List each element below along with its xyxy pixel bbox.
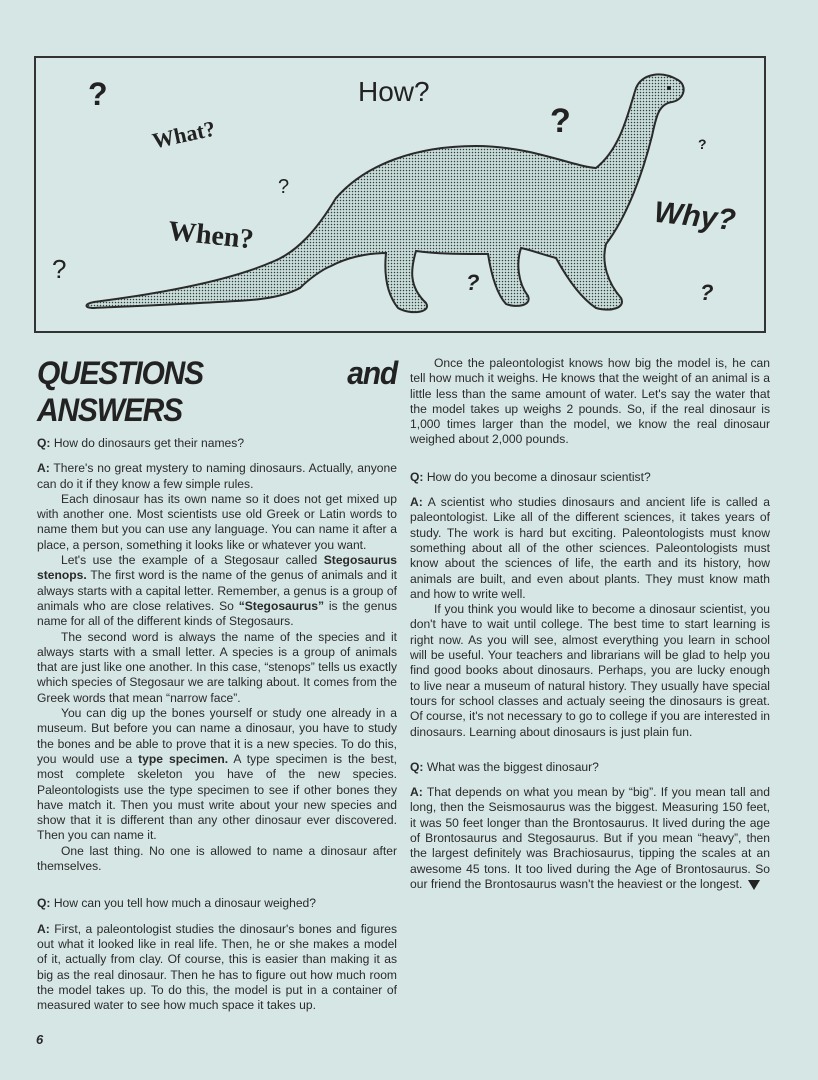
answer-1-p2: Each dinosaur has its own name so it does not get mixed up with another one. Most scientists use old Greek or Latin words to name them but you can use any language. You can name it after a place, a person, something it looks like or whatever you want. [37,491,397,552]
question-mark-icon: ? [466,270,480,295]
question-4: Q: What was the biggest dinosaur? [410,759,599,774]
question-3: Q: How do you become a dinosaur scientist? [410,469,651,484]
answer-2-p1: A: First, a paleontologist studies the dinosaur's bones and figures out what it looked like in real life. Then, he or she makes a model of it, actually from clay. Of course, this is easier than making it as big as the real dinosaur. Then he has to figure out how much room the model takes up. To do this, the model is put in a container of measured water to see how much space it takes up. [37,921,397,1013]
question-1: Q: How do dinosaurs get their names? [37,436,245,450]
spacer [410,448,770,470]
page-number: 6 [36,1032,44,1047]
spacer [37,874,397,896]
right-column [410,356,770,892]
down-triangle-icon [748,880,760,890]
question-mark-icon: ? [698,136,707,152]
answer-1-p6: One last thing. No one is allowed to name a dinosaur after themselves. [37,843,397,874]
question-mark-icon: ? [88,76,108,112]
spacer [410,740,770,760]
question-2: Q: How can you tell how much a dinosaur weighed? [37,896,316,911]
page-title: QUESTIONS and ANSWERS [37,356,397,429]
when-word: When? [166,215,256,256]
how-word: How? [358,76,430,107]
answer-1-p3: Let's use the example of a Stegosaur called Stegosaurus stenops. The first word is the name of the genus of animals and it always starts with a capital letter. Remember, a genus is a group of animals who are close relatives. So “Stegosaurus” is the genus name for all of the different kinds of Stegosaurs. [37,553,398,629]
answer-2-p2: Once the paleontologist knows how big the model is, he can tell how much it weighs. He knows that the weight of an animal is a little less than the same amount of water. Let's say the water that the model takes up weighs 2 pounds. So, if the real dinosaur is 1,000 times larger than the model, we know the real dinosaur weighed about 2,000 pounds. [410,356,770,447]
question-mark-icon: ? [550,102,571,140]
question-mark-icon: ? [700,280,714,305]
why-word: Why? [652,195,738,238]
answer-1-p4: The second word is always the name of the species and it always starts with a small letter. A species is a group of animals that are just like one another. In this case, “stenops” tells us exactly which species of Stegosaur we are talking about. It comes from the Greek words that mean “narrow face”. [37,629,397,705]
question-mark-icon: ? [278,176,290,198]
question-mark-icon: ? [52,254,67,284]
dinosaur-illustration [34,56,766,333]
left-column [37,356,397,1013]
answer-1-p1: A: There's no great mystery to naming dinosaurs. Actually, anyone can do it if they know a few simple rules. [37,461,397,491]
what-word: What? [149,115,218,154]
answer-3-p2: If you think you would like to become a dinosaur scientist, you don't have to wait until college. The best time to start learning is right now. As you will see, almost everything you learn in school will be useful. Your teachers and librarians will be glad to help you find good books about dinosaurs. Perhaps, you are lucky enough to live near a museum of natural history. They usually have special tours for school classes and actualy seeing the dinosaurs is great. Of course, it's not necessary to go to college if you are interested in dinosaurs. Learning about dinosaurs is just plain fun. [410,602,770,739]
answer-3-p1: A: A scientist who studies dinosaurs and ancient life is called a paleontologist. Like all of the different sciences, it takes years of study. The work is hard but exciting. Paleontologists must know something about all of the other sciences. Paleontologists must know about the sciences of life, the earth and its history, how animals are built, and even about plants. They must know math and how to write well. [410,495,770,601]
answer-1-p5: You can dig up the bones yourself or study one already in a museum. But before you can name a dinosaur, you have to study the bones and be able to prove that it is a new species. To do this, you would use a type specimen. A type specimen is the best, most complete skeleton you have of the new species. Paleontologists use the type specimen to see if other bones they have match it. Then you must write about your new species and show that it is different than any other dinosaur ever discovered. Then you can name it. [37,706,397,843]
answer-4-p1: A: That depends on what you mean by “big”. If you mean tall and long, then the Seismosaurus was the biggest. Measuring 150 feet, it was 50 feet longer than the Brontosaurus. It lived during the age of Brontosaurus and Stegosaurus. But if you mean “heavy”, then the largest definitely was Brachiosaurus, tipping the scales at an awesome 45 tons. It too lived during the Age of Brontosaurus. So our friend the Brontosaurus wasn't the heaviest or the longest. [410,785,770,891]
